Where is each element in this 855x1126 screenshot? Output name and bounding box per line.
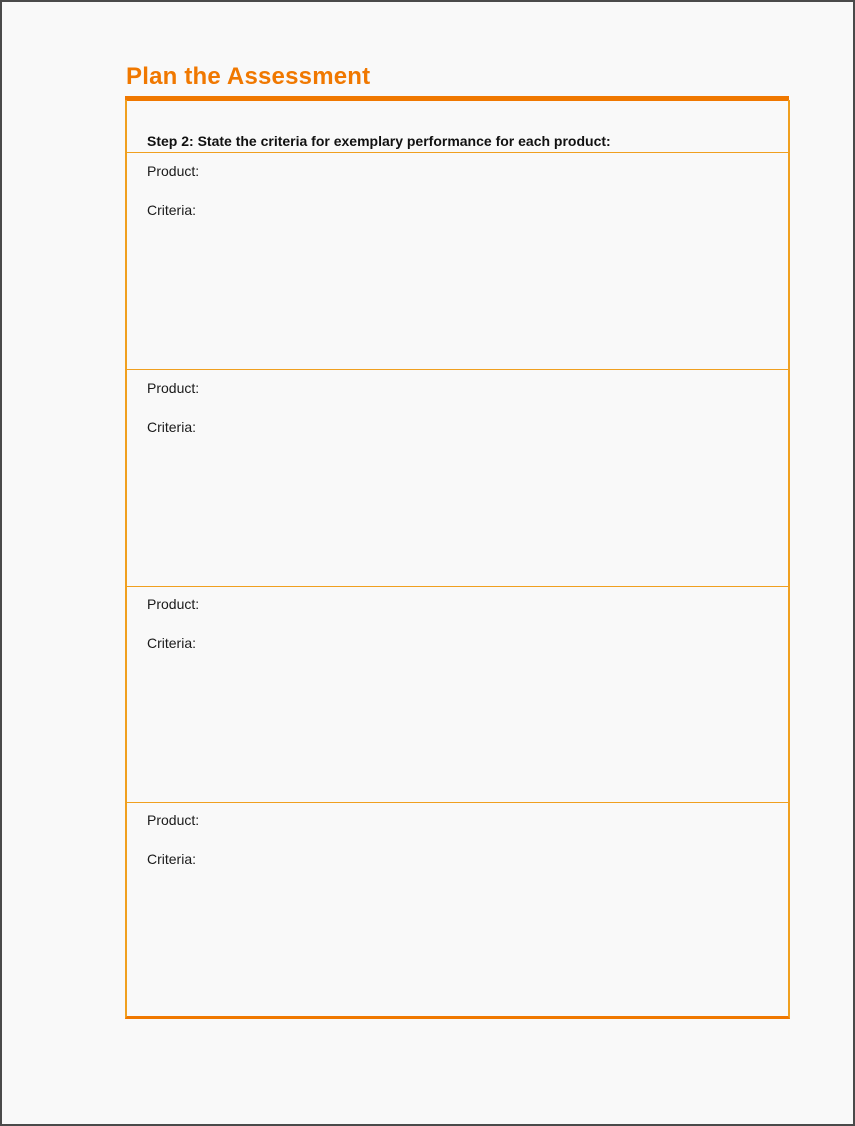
step-instruction: Step 2: State the criteria for exemplary performance for each product: (147, 133, 611, 149)
product-section-4 (127, 802, 788, 1018)
criteria-label: Criteria: (147, 202, 197, 218)
product-label: Product: (147, 163, 200, 179)
product-section-2 (127, 370, 788, 587)
criteria-label: Criteria: (147, 851, 197, 867)
product-section-1 (127, 153, 788, 370)
product-label: Product: (147, 596, 200, 612)
step-header-row (127, 100, 788, 153)
product-label: Product: (147, 380, 200, 396)
product-label: Product: (147, 812, 200, 828)
criteria-label: Criteria: (147, 419, 197, 435)
page-title: Plan the Assessment (126, 63, 371, 90)
criteria-label: Criteria: (147, 635, 197, 651)
criteria-form (125, 100, 790, 1019)
product-section-3 (127, 586, 788, 803)
